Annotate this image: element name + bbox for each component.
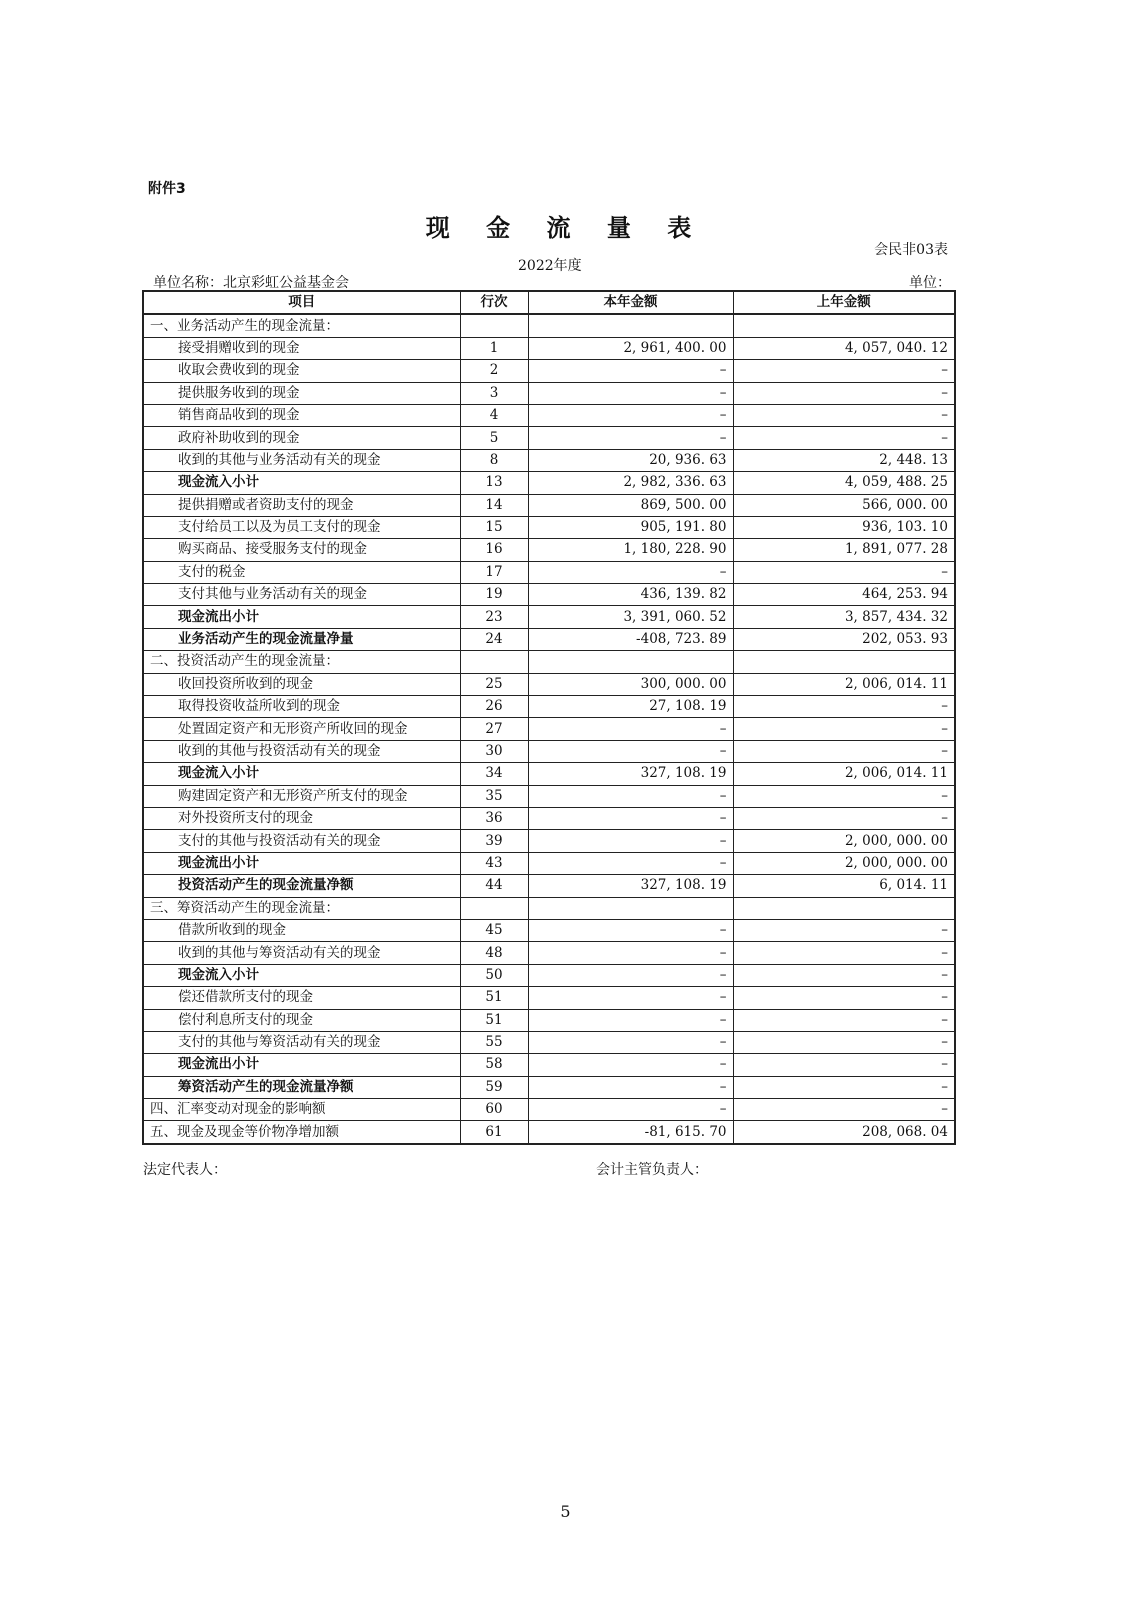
row-line-number: 61	[460, 1121, 528, 1144]
table-row	[143, 539, 955, 561]
row-item-label: 偿付利息所支付的现金	[143, 1009, 460, 1031]
row-line-number	[460, 897, 528, 919]
row-item-label: 支付的其他与投资活动有关的现金	[143, 830, 460, 852]
table-row	[143, 337, 955, 359]
table-row	[143, 1031, 955, 1053]
row-line-number: 51	[460, 987, 528, 1009]
row-line-number: 24	[460, 628, 528, 650]
row-item-label: 二、投资活动产生的现金流量：	[143, 651, 460, 673]
table-row	[143, 964, 955, 986]
organization-name: 单位名称：北京彩虹公益基金会	[153, 275, 349, 291]
table-row	[143, 919, 955, 941]
row-line-number: 17	[460, 561, 528, 583]
row-item-label: 筹资活动产生的现金流量净额	[143, 1076, 460, 1098]
row-current-amount: –	[528, 852, 733, 874]
row-prior-amount: –	[733, 1099, 955, 1121]
table-row	[143, 987, 955, 1009]
row-line-number: 34	[460, 763, 528, 785]
table-body	[143, 314, 955, 1143]
row-current-amount: 2, 961, 400. 00	[528, 337, 733, 359]
row-item-label: 现金流出小计	[143, 606, 460, 628]
row-item-label: 接受捐赠收到的现金	[143, 337, 460, 359]
row-prior-amount: –	[733, 427, 955, 449]
row-item-label: 支付给员工以及为员工支付的现金	[143, 516, 460, 538]
table-row	[143, 852, 955, 874]
row-prior-amount: –	[733, 1031, 955, 1053]
row-item-label: 收到的其他与投资活动有关的现金	[143, 740, 460, 762]
row-prior-amount: –	[733, 942, 955, 964]
row-prior-amount: –	[733, 382, 955, 404]
row-item-label: 提供服务收到的现金	[143, 382, 460, 404]
row-line-number	[460, 314, 528, 337]
row-prior-amount: 566, 000. 00	[733, 494, 955, 516]
table-row	[143, 763, 955, 785]
row-line-number: 26	[460, 696, 528, 718]
row-line-number	[460, 651, 528, 673]
row-item-label: 一、业务活动产生的现金流量：	[143, 314, 460, 337]
row-item-label: 支付其他与业务活动有关的现金	[143, 584, 460, 606]
row-item-label: 收回投资所收到的现金	[143, 673, 460, 695]
row-line-number: 51	[460, 1009, 528, 1031]
header-item: 项目	[143, 291, 460, 314]
cash-flow-table	[142, 290, 956, 1145]
table-row	[143, 651, 955, 673]
row-item-label: 三、筹资活动产生的现金流量：	[143, 897, 460, 919]
row-line-number: 39	[460, 830, 528, 852]
row-current-amount: –	[528, 785, 733, 807]
table-row	[143, 718, 955, 740]
table-row	[143, 382, 955, 404]
table-row	[143, 404, 955, 426]
row-current-amount: –	[528, 740, 733, 762]
row-prior-amount: 4, 059, 488. 25	[733, 472, 955, 494]
row-prior-amount: –	[733, 987, 955, 1009]
row-current-amount: 327, 108. 19	[528, 763, 733, 785]
row-prior-amount: 6, 014. 11	[733, 875, 955, 897]
table-row	[143, 830, 955, 852]
table-row	[143, 1076, 955, 1098]
row-item-label: 现金流入小计	[143, 964, 460, 986]
row-item-label: 对外投资所支付的现金	[143, 807, 460, 829]
table-row	[143, 785, 955, 807]
row-current-amount	[528, 314, 733, 337]
table-row	[143, 584, 955, 606]
header-line-no: 行次	[460, 291, 528, 314]
row-item-label: 取得投资收益所收到的现金	[143, 696, 460, 718]
row-prior-amount: 2, 006, 014. 11	[733, 763, 955, 785]
table-row	[143, 1121, 955, 1144]
table-row	[143, 314, 955, 337]
row-current-amount: –	[528, 1076, 733, 1098]
row-current-amount: –	[528, 942, 733, 964]
row-line-number: 45	[460, 919, 528, 941]
form-code: 会民非03表	[874, 242, 948, 258]
table-row	[143, 606, 955, 628]
row-current-amount: 20, 936. 63	[528, 449, 733, 471]
row-current-amount: -81, 615. 70	[528, 1121, 733, 1144]
row-line-number: 25	[460, 673, 528, 695]
row-line-number: 2	[460, 360, 528, 382]
row-current-amount: –	[528, 987, 733, 1009]
table-row	[143, 875, 955, 897]
row-item-label: 偿还借款所支付的现金	[143, 987, 460, 1009]
row-current-amount: 1, 180, 228. 90	[528, 539, 733, 561]
row-line-number: 1	[460, 337, 528, 359]
row-current-amount: –	[528, 1009, 733, 1031]
table-row	[143, 472, 955, 494]
row-current-amount: 436, 139. 82	[528, 584, 733, 606]
row-line-number: 27	[460, 718, 528, 740]
row-prior-amount: –	[733, 1076, 955, 1098]
row-prior-amount: 2, 000, 000. 00	[733, 830, 955, 852]
legal-representative-label: 法定代表人：	[143, 1162, 227, 1178]
row-prior-amount	[733, 314, 955, 337]
row-item-label: 业务活动产生的现金流量净量	[143, 628, 460, 650]
table-row	[143, 897, 955, 919]
row-line-number: 50	[460, 964, 528, 986]
row-prior-amount: –	[733, 360, 955, 382]
row-prior-amount	[733, 651, 955, 673]
row-prior-amount: –	[733, 807, 955, 829]
row-item-label: 现金流入小计	[143, 472, 460, 494]
row-line-number: 55	[460, 1031, 528, 1053]
row-current-amount: –	[528, 427, 733, 449]
row-item-label: 购买商品、接受服务支付的现金	[143, 539, 460, 561]
row-line-number: 44	[460, 875, 528, 897]
row-line-number: 30	[460, 740, 528, 762]
attachment-label: 附件3	[148, 181, 186, 197]
table-row	[143, 807, 955, 829]
row-line-number: 35	[460, 785, 528, 807]
row-item-label: 收到的其他与业务活动有关的现金	[143, 449, 460, 471]
row-line-number: 58	[460, 1054, 528, 1076]
row-prior-amount: –	[733, 1054, 955, 1076]
row-prior-amount: –	[733, 785, 955, 807]
row-item-label: 支付的税金	[143, 561, 460, 583]
row-prior-amount: –	[733, 404, 955, 426]
table-row	[143, 494, 955, 516]
table-row	[143, 740, 955, 762]
row-item-label: 现金流出小计	[143, 852, 460, 874]
row-prior-amount: –	[733, 919, 955, 941]
row-prior-amount: 3, 857, 434. 32	[733, 606, 955, 628]
row-line-number: 4	[460, 404, 528, 426]
row-prior-amount: –	[733, 696, 955, 718]
row-current-amount: 2, 982, 336. 63	[528, 472, 733, 494]
header-current-year: 本年金额	[528, 291, 733, 314]
row-prior-amount: 1, 891, 077. 28	[733, 539, 955, 561]
row-line-number: 36	[460, 807, 528, 829]
table-row	[143, 449, 955, 471]
fiscal-year: 2022年度	[518, 258, 582, 274]
row-current-amount: –	[528, 382, 733, 404]
table-row	[143, 1054, 955, 1076]
row-prior-amount: –	[733, 964, 955, 986]
row-current-amount: –	[528, 964, 733, 986]
row-item-label: 五、现金及现金等价物净增加额	[143, 1121, 460, 1144]
row-prior-amount: 2, 448. 13	[733, 449, 955, 471]
row-prior-amount: 4, 057, 040. 12	[733, 337, 955, 359]
row-prior-amount: –	[733, 718, 955, 740]
table-row	[143, 360, 955, 382]
row-prior-amount: 2, 000, 000. 00	[733, 852, 955, 874]
row-item-label: 支付的其他与筹资活动有关的现金	[143, 1031, 460, 1053]
row-current-amount: –	[528, 404, 733, 426]
row-line-number: 15	[460, 516, 528, 538]
table-row	[143, 516, 955, 538]
row-line-number: 43	[460, 852, 528, 874]
row-line-number: 19	[460, 584, 528, 606]
header-prior-year: 上年金额	[733, 291, 955, 314]
row-current-amount: –	[528, 1054, 733, 1076]
row-current-amount: –	[528, 718, 733, 740]
row-prior-amount: 208, 068. 04	[733, 1121, 955, 1144]
row-item-label: 处置固定资产和无形资产所收回的现金	[143, 718, 460, 740]
row-item-label: 购建固定资产和无形资产所支付的现金	[143, 785, 460, 807]
table-row	[143, 1099, 955, 1121]
row-prior-amount: –	[733, 1009, 955, 1031]
row-item-label: 投资活动产生的现金流量净额	[143, 875, 460, 897]
row-item-label: 四、汇率变动对现金的影响额	[143, 1099, 460, 1121]
row-item-label: 收到的其他与筹资活动有关的现金	[143, 942, 460, 964]
row-current-amount: –	[528, 360, 733, 382]
table-header-row	[143, 291, 955, 314]
table-row	[143, 696, 955, 718]
row-current-amount: –	[528, 1031, 733, 1053]
row-current-amount: 3, 391, 060. 52	[528, 606, 733, 628]
table-row	[143, 628, 955, 650]
row-current-amount: 327, 108. 19	[528, 875, 733, 897]
row-line-number: 60	[460, 1099, 528, 1121]
row-line-number: 5	[460, 427, 528, 449]
unit-label: 单位：	[909, 275, 951, 291]
row-line-number: 48	[460, 942, 528, 964]
row-line-number: 14	[460, 494, 528, 516]
row-item-label: 收取会费收到的现金	[143, 360, 460, 382]
row-prior-amount: –	[733, 740, 955, 762]
accounting-head-label: 会计主管负责人：	[596, 1162, 708, 1178]
row-item-label: 销售商品收到的现金	[143, 404, 460, 426]
row-line-number: 59	[460, 1076, 528, 1098]
row-current-amount: –	[528, 807, 733, 829]
table-row	[143, 673, 955, 695]
row-current-amount	[528, 651, 733, 673]
row-current-amount: 300, 000. 00	[528, 673, 733, 695]
row-current-amount: 869, 500. 00	[528, 494, 733, 516]
row-current-amount: –	[528, 919, 733, 941]
row-prior-amount: 464, 253. 94	[733, 584, 955, 606]
page-number: 5	[560, 1502, 571, 1521]
row-current-amount: 905, 191. 80	[528, 516, 733, 538]
row-current-amount: –	[528, 830, 733, 852]
row-line-number: 23	[460, 606, 528, 628]
table-row	[143, 561, 955, 583]
row-line-number: 3	[460, 382, 528, 404]
row-current-amount: 27, 108. 19	[528, 696, 733, 718]
table-row	[143, 1009, 955, 1031]
row-line-number: 8	[460, 449, 528, 471]
row-prior-amount: 2, 006, 014. 11	[733, 673, 955, 695]
row-line-number: 13	[460, 472, 528, 494]
row-prior-amount: 202, 053. 93	[733, 628, 955, 650]
row-item-label: 现金流入小计	[143, 763, 460, 785]
row-current-amount	[528, 897, 733, 919]
row-current-amount: –	[528, 561, 733, 583]
table-row	[143, 427, 955, 449]
row-item-label: 提供捐赠或者资助支付的现金	[143, 494, 460, 516]
row-item-label: 借款所收到的现金	[143, 919, 460, 941]
row-current-amount: -408, 723. 89	[528, 628, 733, 650]
row-prior-amount	[733, 897, 955, 919]
row-item-label: 政府补助收到的现金	[143, 427, 460, 449]
row-current-amount: –	[528, 1099, 733, 1121]
row-prior-amount: –	[733, 561, 955, 583]
row-item-label: 现金流出小计	[143, 1054, 460, 1076]
row-line-number: 16	[460, 539, 528, 561]
table-row	[143, 942, 955, 964]
row-prior-amount: 936, 103. 10	[733, 516, 955, 538]
page-title: 现 金 流 量 表	[425, 213, 706, 242]
